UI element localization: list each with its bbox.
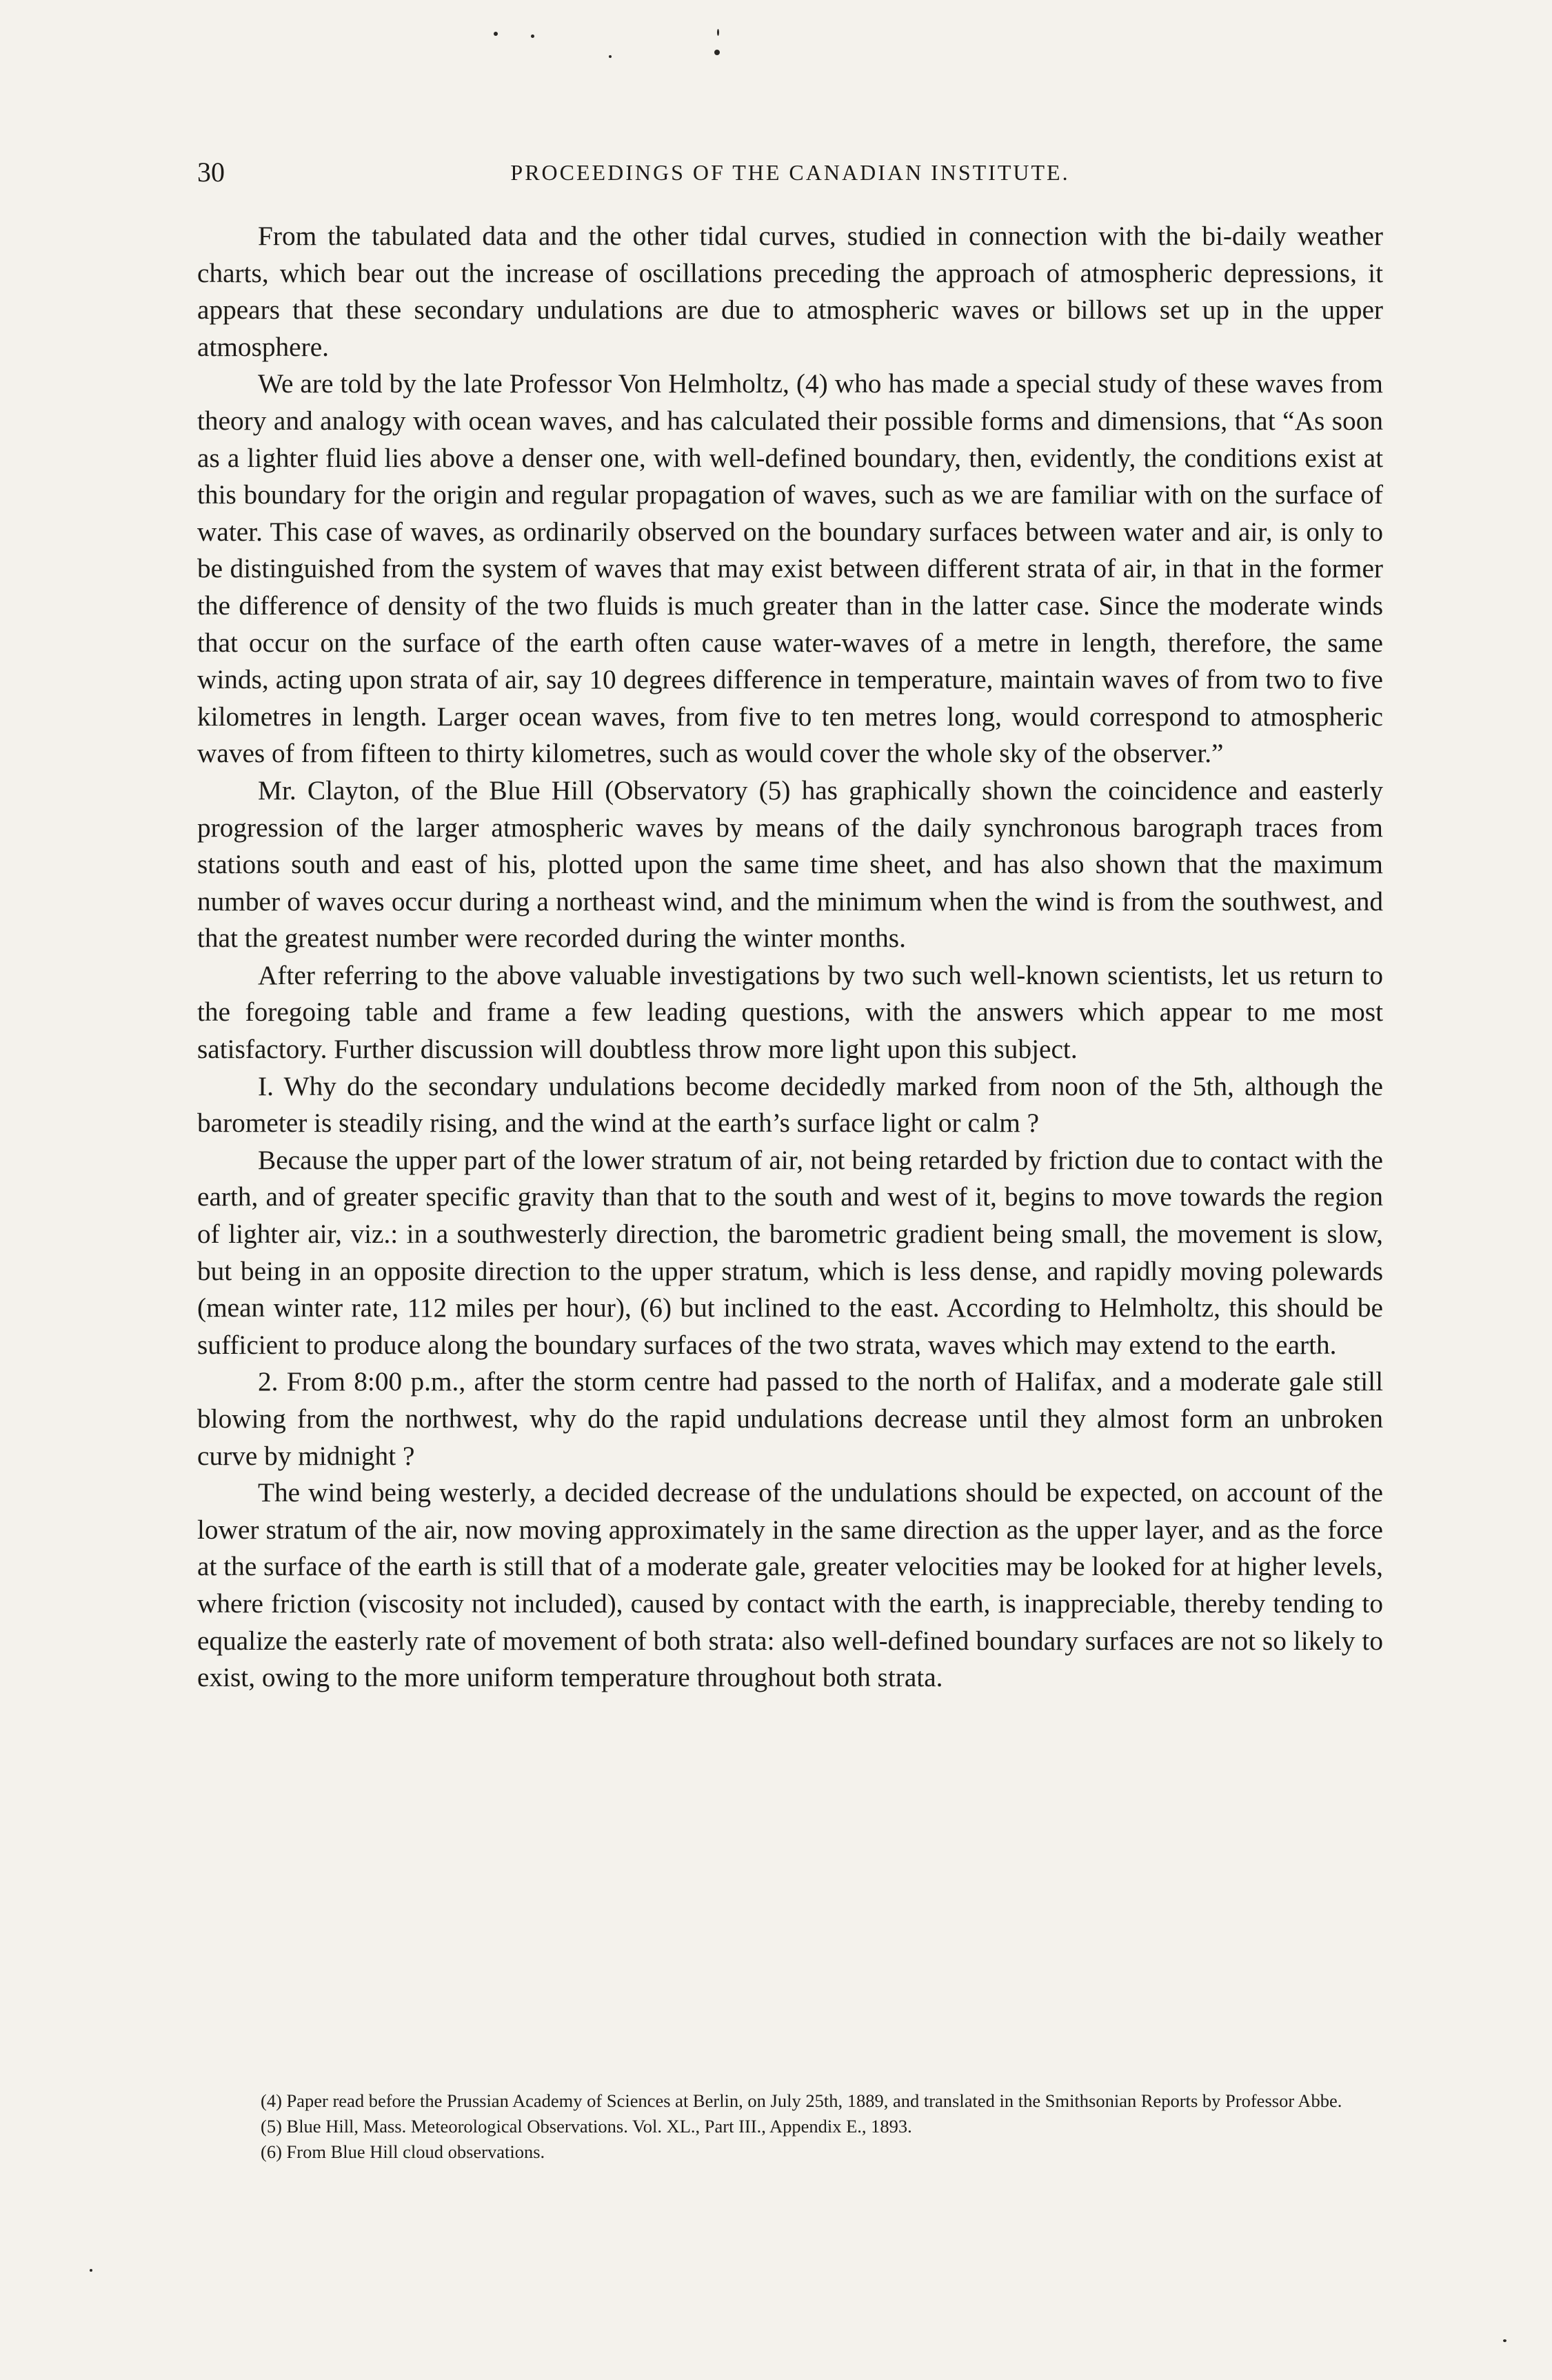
footnote: (5) Blue Hill, Mass. Meteorological Observations. Vol. XL., Part III., Appendix E., 1893. <box>261 2116 912 2137</box>
question-paragraph: 2. From 8:00 p.m., after the storm centre had passed to the north of Halifax, and a moderate gale still blowing from the northwest, why do the rapid undulations decrease until they almost form an unbroken curve by midnight ? <box>197 1366 1383 1471</box>
page-number: 30 <box>197 157 225 188</box>
answer-paragraph: Because the upper part of the lower stratum of air, not being retarded by friction due to contact with the earth, and of greater specific gravity than that to the south and west of it, begins to move towards the region of lighter air, viz.: in a southwesterly direction, the barometric gradient being small, the movement is slow, but being in an opposite direction to the upper stratum, which is less dense, and rapidly moving polewards (mean winter rate, 112 miles per hour), (6) but inclined to the east. According to Helmholtz, this should be sufficient to produce along the boundary surfaces of the two strata, waves which may extend to the earth. <box>197 1144 1383 1360</box>
answer-paragraph: The wind being westerly, a decided decrease of the undulations should be expected, on account of the lower stratum of the air, now moving approximately in the same direction as the upper layer, and as the force at the surface of the earth is still that of a moderate gale, greater velocities may be looked for at higher levels, where friction (viscosity not included), caused by contact with the earth, is inappreciable, thereby tending to equalize the easterly rate of movement of both strata: also well-defined boundary surfaces are not so likely to exist, owing to the more uniform temperature throughout both strata. <box>197 1477 1383 1693</box>
footnote: (4) Paper read before the Prussian Academy of Sciences at Berlin, on July 25th, 1889, and translated in the Smithsonian Reports by Professor Abbe. <box>261 2090 1342 2111</box>
running-head <box>197 156 1383 190</box>
running-title: PROCEEDINGS OF THE CANADIAN INSTITUTE. <box>510 160 1070 185</box>
footnote: (6) From Blue Hill cloud observations. <box>261 2141 545 2162</box>
question-paragraph: I. Why do the secondary undulations become decidedly marked from noon of the 5th, although the barometer is steadily rising, and the wind at the earth’s surface light or calm ? <box>197 1070 1383 1139</box>
paragraph: After referring to the above valuable investigations by two such well-known scientists, let us return to the foregoing table and frame a few leading questions, with the answers which appear to me most satisfactory. Further discussion will doubtless throw more light upon this subject. <box>197 959 1383 1065</box>
paragraph: Mr. Clayton, of the Blue Hill (Observatory (5) has graphically shown the coincidence and easterly progression of the larger atmospheric waves by means of the daily synchronous barograph traces from stations south and east of his, plotted upon the same time sheet, and has also shown that the maximum number of waves occur during a northeast wind, and the minimum when the wind is from the southwest, and that the greatest number were recorded during the winter months. <box>197 774 1383 954</box>
paragraph: From the tabulated data and the other tidal curves, studied in connection with the bi-daily weather charts, which bear out the increase of oscillations preceding the approach of atmospheric depressions, it appears that these secondary undulations are due to atmospheric waves or billows set up in the upper atmosphere. <box>197 221 1383 362</box>
article-body <box>197 218 1383 1697</box>
paragraph: We are told by the late Professor Von Helmholtz, (4) who has made a special study of these waves from theory and analogy with ocean waves, and has calculated their possible forms and dimensions, that “As soon as a lighter fluid lies above a denser one, with well-defined boundary, then, evidently, the conditions exist at this boundary for the origin and regular propagation of waves, such as we are familiar with on the surface of water. This case of waves, as ordinarily observed on the boundary surfaces between water and air, is only to be distinguished from the system of waves that may exist between different strata of air, in that in the former the difference of density of the two fluids is much greater than in the latter case. Since the moderate winds that occur on the surface of the earth often cause water-waves of a metre in length, therefore, the same winds, acting upon strata of air, say 10 degrees difference in temperature, maintain waves of from two to five kilometres in length. Larger ocean waves, from five to ten metres long, would correspond to atmospheric waves of from fifteen to thirty kilometres, such as would cover the whole sky of the observer.” <box>197 368 1383 769</box>
footnotes <box>197 2088 1383 2165</box>
